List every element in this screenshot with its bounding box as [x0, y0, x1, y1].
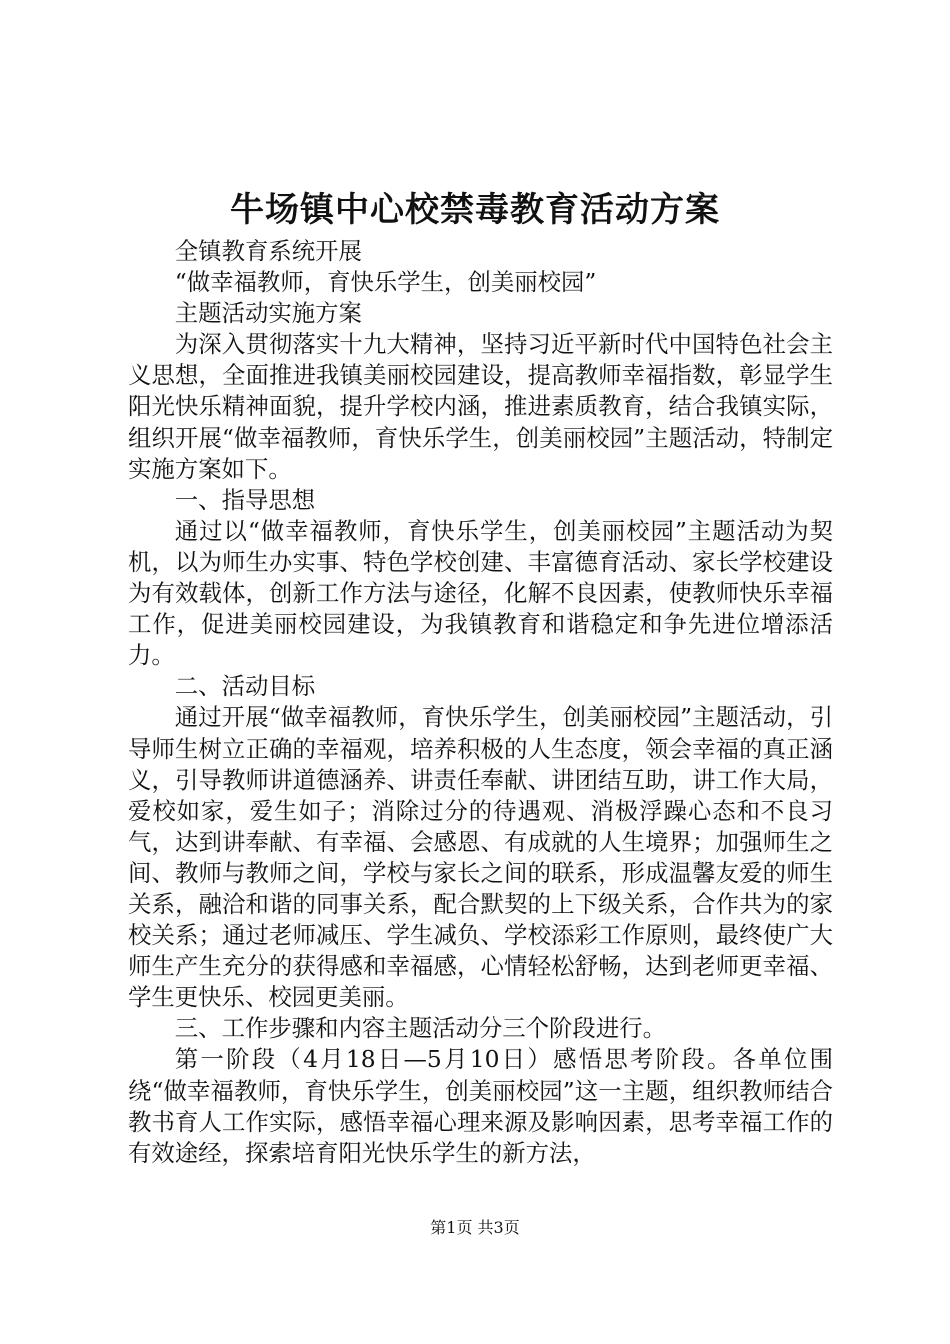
heading-line-2: “做幸福教师，育快乐学生，创美丽校园” — [174, 268, 597, 297]
document-title: 牛场镇中心校禁毒教育活动方案 — [230, 190, 720, 230]
activity-goals-paragraph: 通过开展“做幸福教师，育快乐学生，创美丽校园”主题活动，引导师生树立正确的幸福观，培养积极的人生态度，领会幸福的真正涵义，引导教师讲道德涵养、讲责任奉献、讲团结互助，讲工作大局，爱校如家，爱生如子；消除过分的待遇观、消极浮躁心态和不良习气，达到讲奉献、有幸福、会感恩、有成就的人生境界；加强师生之间、教师与教师之间，学校与家长之间的联系，形成温馨友爱的师生关系，融洽和谐的同事关系，配合默契的上下级关系，合作共为的家校关系；通过老师减压、学生减负、学校添彩工作原则，最终使广大师生产生充分的获得感和幸福感，心情轻松舒畅，达到老师更幸福、学生更快乐、校园更美丽。 — [128, 703, 833, 1012]
document-body — [128, 236, 833, 1169]
stage-one-paragraph: 第一阶段（4月18日—5月10日）感悟思考阶段。各单位围绕“做幸福教师，育快乐学生，创美丽校园”这一主题，组织教师结合教书育人工作实际，感悟幸福心理来源及影响因素，思考幸福工作的有效途经，探索培育阳光快乐学生的新方法， — [128, 1045, 833, 1167]
heading-line-3: 主题活动实施方案 — [174, 299, 362, 328]
guiding-ideology-paragraph: 通过以“做幸福教师，育快乐学生，创美丽校园”主题活动为契机，以为师生办实事、特色学校创建、丰富德育活动、家长学校建设为有效载体，创新工作方法与途径，化解不良因素，使教师快乐幸福工作，促进美丽校园建设，为我镇教育和谐稳定和争先进位增添活力。 — [128, 516, 833, 670]
section-heading-activity-goals: 二、活动目标 — [174, 672, 316, 701]
section-heading-work-steps: 三、工作步骤和内容主题活动分三个阶段进行。 — [174, 1014, 666, 1043]
section-heading-guiding-ideology: 一、指导思想 — [174, 485, 316, 514]
heading-line-1: 全镇教育系统开展 — [174, 237, 362, 265]
intro-paragraph: 为深入贯彻落实十九大精神，坚持习近平新时代中国特色社会主义思想，全面推进我镇美丽校园建设，提高教师幸福指数，彰显学生阳光快乐精神面貌，提升学校内涵，推进素质教育，结合我镇实际，组织开展“做幸福教师，育快乐学生，创美丽校园”主题活动，特制定实施方案如下。 — [128, 330, 833, 483]
page-number-footer: 第1页 共3页 — [430, 1218, 520, 1237]
